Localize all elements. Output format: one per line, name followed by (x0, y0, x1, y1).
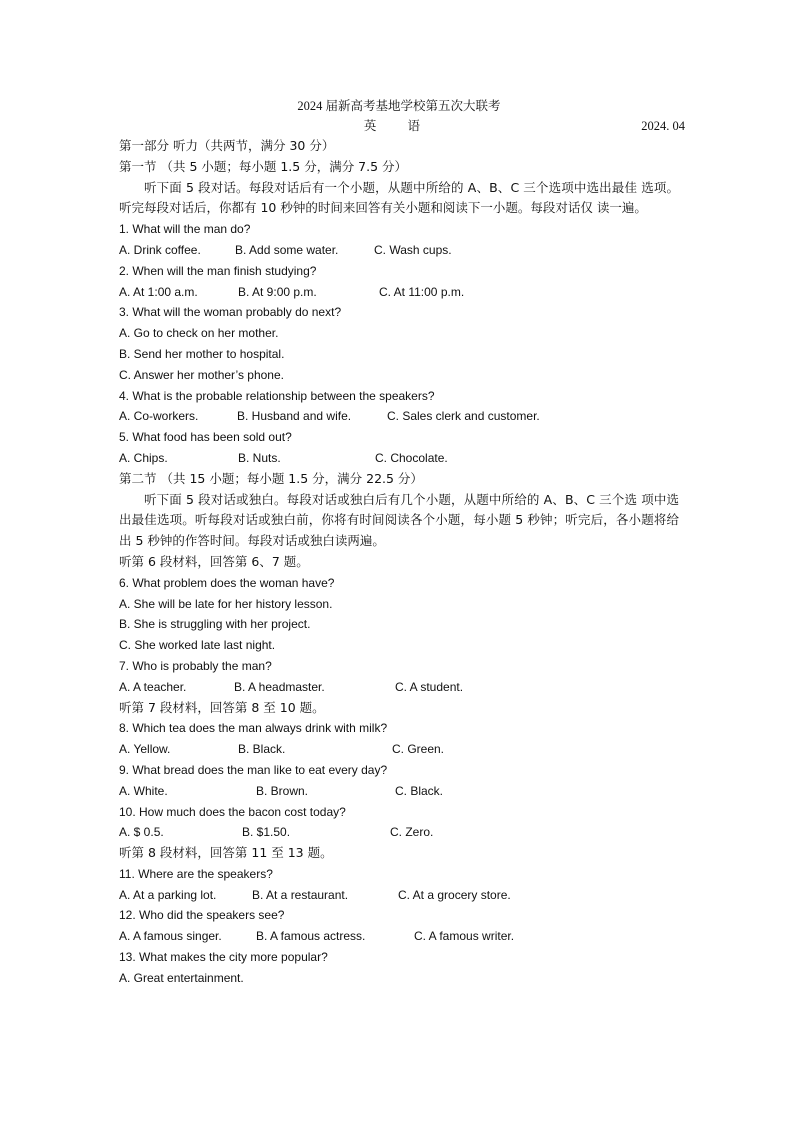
option-b: B. Husband and wife. (237, 409, 352, 424)
question-stem: 2. When will the man finish studying? (119, 263, 317, 278)
option-row (119, 781, 679, 802)
exam-date: 2024. 04 (641, 119, 685, 133)
exam-page (119, 96, 685, 989)
part1-heading: 第一部分 听力（共两节，满分 30 分） (119, 138, 335, 153)
material-6-heading: 听第 6 段材料，回答第 6、7 题。 (119, 553, 309, 569)
question-stem: 6. What problem does the woman have? (119, 575, 335, 590)
question-stem: 5. What food has been sold out? (119, 430, 292, 445)
option-a: A. Chips. (119, 450, 168, 465)
option-row (119, 739, 679, 760)
option-c: C. A student. (395, 679, 464, 694)
question-stem: 13. What makes the city more popular? (119, 950, 328, 965)
option-b: B. Send her mother to hospital. (119, 346, 285, 361)
option-a: A. Great entertainment. (119, 970, 244, 985)
option-row (119, 406, 679, 427)
material-7-heading: 听第 7 段材料，回答第 8 至 10 题。 (119, 699, 325, 715)
option-row (119, 448, 679, 469)
option-a: A. A famous singer. (119, 929, 222, 944)
option-c: C. At a grocery store. (398, 887, 511, 902)
section2-heading: 第二节 （共 15 小题；每小题 1.5 分，满分 22.5 分） (119, 470, 423, 486)
option-a: A. Co-workers. (119, 409, 199, 424)
option-a: A. Drink coffee. (119, 242, 201, 257)
option-b: B. $1.50. (242, 825, 291, 840)
option-b: B. Black. (238, 742, 286, 757)
option-c: C. Chocolate. (375, 450, 448, 465)
option-b: B. She is struggling with her project. (119, 617, 311, 632)
option-row (119, 885, 679, 906)
subject-label: 英 语 (363, 119, 435, 133)
option-c: C. Green. (392, 742, 445, 757)
option-row (119, 926, 679, 947)
option-c: C. Sales clerk and customer. (387, 409, 540, 424)
section2-instructions: 听下面 5 段对话或独白。每段对话或独白后有几个小题，从题中所给的 A、B、C 三个选 项中选出最佳选项。听每段对话或独白前，你将有时间阅读各个小题，每小题 5 秒钟；听完后，各小题将给出 5 秒钟的作答时间。每段对话或独白读两遍。 (119, 491, 679, 549)
option-b: B. At a restaurant. (252, 887, 349, 902)
option-row (119, 822, 679, 843)
question-stem: 12. Who did the speakers see? (119, 908, 285, 923)
section1-instructions: 听下面 5 段对话。每段对话后有一个小题，从题中所给的 A、B、C 三个选项中选出最佳 选项。听完每段对话后，你都有 10 秒钟的时间来回答有关小题和阅读下一小题。每段对话仅 读一遍。 (119, 179, 679, 216)
option-a: A. At a parking lot. (119, 887, 217, 902)
option-c: C. Black. (395, 783, 444, 798)
option-a: A. White. (119, 783, 168, 798)
option-c: C. At 11:00 p.m. (379, 284, 465, 299)
option-a: A. A teacher. (119, 679, 187, 694)
question-stem: 4. What is the probable relationship between the speakers? (119, 388, 435, 403)
question-stem: 8. Which tea does the man always drink with milk? (119, 721, 388, 736)
option-row (119, 282, 679, 303)
option-row (119, 677, 679, 698)
question-stem: 10. How much does the bacon cost today? (119, 804, 346, 819)
question-stem: 7. Who is probably the man? (119, 658, 272, 673)
material-8-heading: 听第 8 段材料，回答第 11 至 13 题。 (119, 845, 333, 861)
option-a: A. Go to check on her mother. (119, 326, 279, 341)
option-b: B. Add some water. (235, 242, 339, 257)
option-b: B. A famous actress. (256, 929, 366, 944)
subject-row (119, 116, 685, 136)
option-b: B. A headmaster. (234, 679, 325, 694)
question-stem: 11. Where are the speakers? (119, 866, 273, 881)
option-b: B. Nuts. (238, 450, 281, 465)
option-a: A. $ 0.5. (119, 825, 164, 840)
option-row (119, 240, 679, 261)
option-a: A. Yellow. (119, 742, 171, 757)
exam-title: 2024 届新高考基地学校第五次大联考 (297, 99, 501, 113)
question-stem: 1. What will the man do? (119, 222, 251, 237)
option-c: C. Wash cups. (374, 242, 452, 257)
option-c: C. Answer her mother’s phone. (119, 367, 284, 382)
option-a: A. She will be late for her history lesson. (119, 596, 333, 611)
question-stem: 3. What will the woman probably do next? (119, 305, 342, 320)
question-stem: 9. What bread does the man like to eat every day? (119, 762, 388, 777)
option-c: C. A famous writer. (414, 929, 515, 944)
option-b: B. Brown. (256, 783, 309, 798)
option-c: C. She worked late last night. (119, 638, 276, 653)
section1-heading: 第一节 （共 5 小题；每小题 1.5 分，满分 7.5 分） (119, 158, 408, 174)
option-b: B. At 9:00 p.m. (238, 284, 317, 299)
option-a: A. At 1:00 a.m. (119, 284, 198, 299)
option-c: C. Zero. (390, 825, 434, 840)
